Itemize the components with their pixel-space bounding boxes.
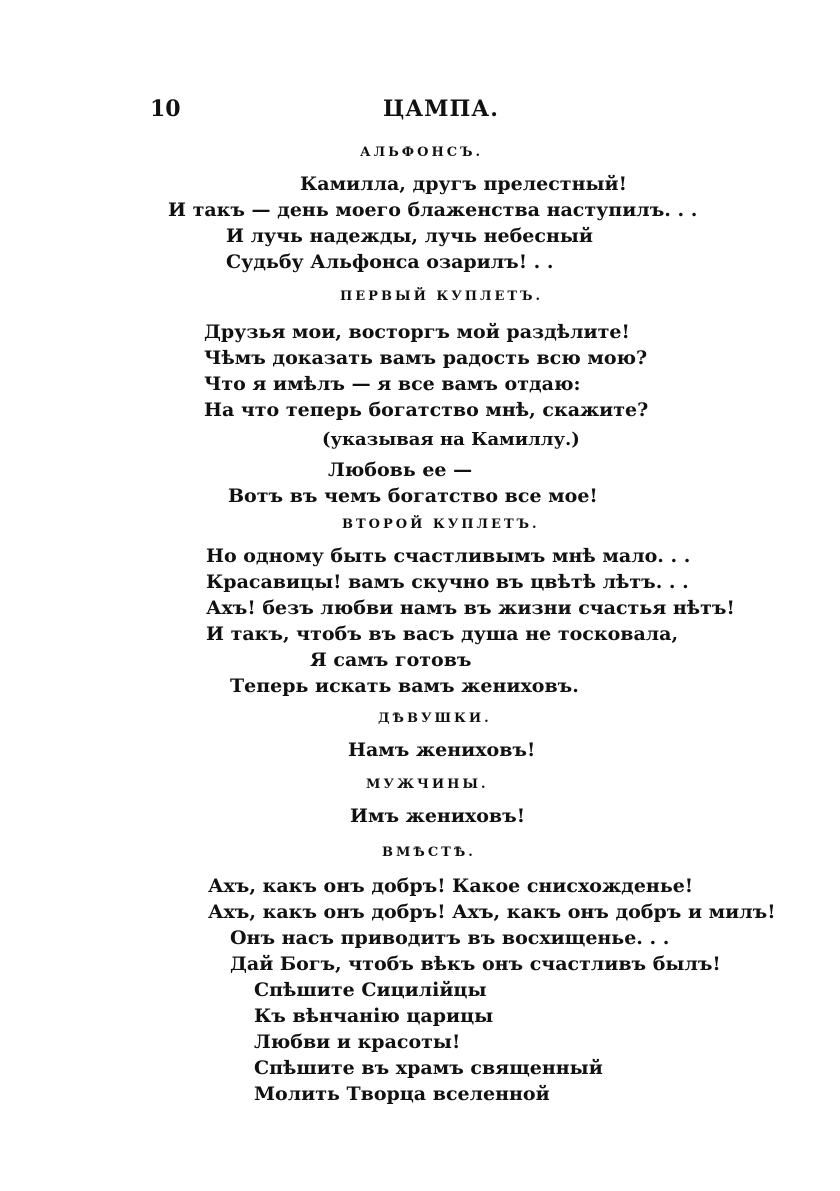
verse-line: Красавицы! вамъ скучно въ цвѣтѣ лѣтъ. . . [206, 571, 689, 593]
verse-line: Спѣшите въ храмъ священный [254, 1057, 603, 1079]
section-heading-first-couplet: ПЕРВЫЙ КУПЛЕТЪ. [340, 289, 544, 304]
verse-line: Имъ жениховъ! [350, 805, 526, 827]
verse-line: Теперь искать вамъ жениховъ. [230, 675, 579, 697]
verse-line: Къ вѣнчанію царицы [254, 1005, 494, 1027]
verse-line: Любви и красоты! [254, 1031, 461, 1053]
verse-line: Ахъ! безъ любви намъ въ жизни счастья нѣтъ! [206, 597, 735, 619]
verse-line: И лучь надежды, лучь небесный [226, 225, 593, 247]
speaker-heading-girls: ДѢВУШКИ. [378, 711, 492, 726]
verse-line: Но одному быть счастливымъ мнѣ мало. . . [206, 545, 691, 567]
speaker-heading-together: ВМѢСТѢ. [382, 845, 476, 860]
verse-line: Ахъ, какъ онъ добръ! Ахъ, какъ онъ добръ и милъ! [208, 901, 776, 923]
verse-line: Камилла, другъ прелестный! [300, 173, 627, 195]
verse-line: Что я имѣлъ — я все вамъ отдаю: [204, 373, 581, 395]
verse-line: Онъ насъ приводитъ въ восхищенье. . . [230, 927, 670, 949]
speaker-heading-men: МУЖЧИНЫ. [366, 777, 489, 792]
verse-line: Чѣмъ доказать вамъ радость всю мою? [204, 347, 648, 369]
stage-direction: (указывая на Камиллу.) [322, 429, 580, 450]
verse-line: Ахъ, какъ онъ добръ! Какое снисхожденье! [208, 875, 694, 897]
verse-line: Вотъ въ чемъ богатство все мое! [228, 485, 598, 507]
verse-line: Любовь ее — [328, 459, 473, 481]
verse-line: И такъ, чтобъ въ васъ душа не тосковала, [206, 623, 679, 645]
verse-line: Дай Богъ, чтобъ вѣкъ онъ счастливъ былъ! [230, 953, 721, 975]
verse-line: Судьбу Альфонса озарилъ! . . [226, 251, 554, 273]
verse-line: Спѣшите Сицилійцы [254, 979, 487, 1001]
speaker-heading-alfons: АЛЬФОНСЪ. [360, 145, 484, 160]
verse-line: Я самъ готовъ [310, 649, 472, 671]
verse-line: Друзья мои, восторгъ мой раздѣлите! [204, 321, 630, 343]
verse-line: На что теперь богатство мнѣ, скажите? [204, 399, 649, 421]
section-heading-second-couplet: ВТОРОЙ КУПЛЕТЪ. [342, 517, 540, 532]
verse-line: И такъ — день моего блаженства наступилъ. . . [168, 199, 698, 221]
verse-line: Молить Творца вселенной [254, 1083, 550, 1105]
verse-line: Намъ жениховъ! [348, 739, 536, 761]
running-title: ЦАМПА. [383, 96, 499, 122]
page-number: 10 [150, 96, 181, 122]
